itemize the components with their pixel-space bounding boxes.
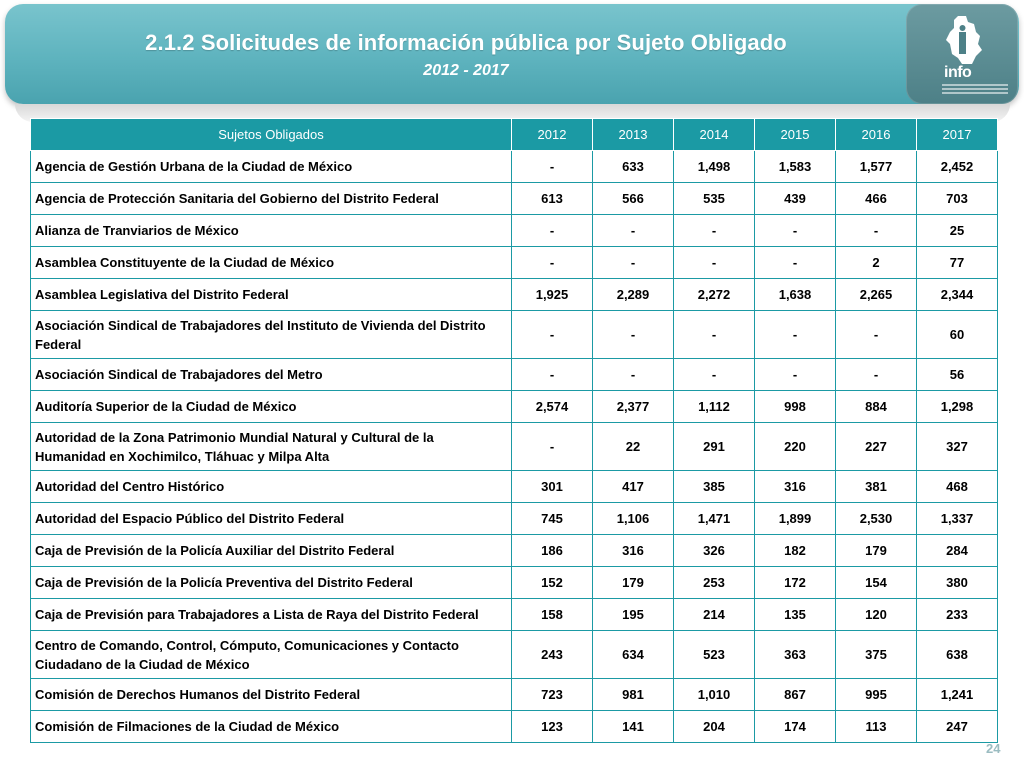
row-value-cell: - (512, 151, 593, 183)
row-value-cell: 214 (674, 599, 755, 631)
table-row (31, 215, 998, 247)
row-value-cell: - (755, 311, 836, 359)
column-header-year: 2014 (674, 119, 755, 151)
row-value-cell: 316 (755, 471, 836, 503)
row-value-cell: 174 (755, 711, 836, 743)
row-value-cell: 1,106 (593, 503, 674, 535)
row-value-cell: 327 (917, 423, 998, 471)
row-sujeto-name: Caja de Previsión de la Policía Preventiva del Distrito Federal (31, 567, 512, 599)
row-value-cell: 995 (836, 679, 917, 711)
row-value-cell: - (674, 311, 755, 359)
city-emblem-icon (944, 14, 984, 66)
row-sujeto-name: Caja de Previsión de la Policía Auxiliar del Distrito Federal (31, 535, 512, 567)
row-sujeto-name: Asamblea Constituyente de la Ciudad de México (31, 247, 512, 279)
column-header-year: 2012 (512, 119, 593, 151)
row-value-cell: - (674, 215, 755, 247)
table-row (31, 471, 998, 503)
row-value-cell: - (593, 359, 674, 391)
row-value-cell: 998 (755, 391, 836, 423)
infodf-logo (906, 4, 1018, 104)
table-row (31, 359, 998, 391)
row-sujeto-name: Centro de Comando, Control, Cómputo, Comunicaciones y Contacto Ciudadano de la Ciudad de México (31, 631, 512, 679)
row-value-cell: - (836, 215, 917, 247)
row-value-cell: - (836, 359, 917, 391)
row-value-cell: 884 (836, 391, 917, 423)
row-sujeto-name: Agencia de Gestión Urbana de la Ciudad de México (31, 151, 512, 183)
row-value-cell: 1,010 (674, 679, 755, 711)
table-row (31, 279, 998, 311)
row-value-cell: - (512, 215, 593, 247)
row-value-cell: 204 (674, 711, 755, 743)
row-value-cell: 154 (836, 567, 917, 599)
row-value-cell: 1,241 (917, 679, 998, 711)
row-sujeto-name: Asamblea Legislativa del Distrito Federal (31, 279, 512, 311)
row-value-cell: 381 (836, 471, 917, 503)
row-value-cell: 301 (512, 471, 593, 503)
row-sujeto-name: Auditoría Superior de la Ciudad de México (31, 391, 512, 423)
row-value-cell: 179 (593, 567, 674, 599)
logo-wordmark: info (944, 64, 972, 81)
row-value-cell: 120 (836, 599, 917, 631)
row-value-cell: - (674, 359, 755, 391)
row-value-cell: 2 (836, 247, 917, 279)
table-row (31, 599, 998, 631)
row-value-cell: - (755, 359, 836, 391)
row-value-cell: 2,452 (917, 151, 998, 183)
column-header-year: 2015 (755, 119, 836, 151)
row-value-cell: 77 (917, 247, 998, 279)
page-title: 2.1.2 Solicitudes de información pública por Sujeto Obligado (145, 30, 787, 55)
logo-fine-print (942, 84, 1008, 96)
row-value-cell: 634 (593, 631, 674, 679)
row-value-cell: 2,574 (512, 391, 593, 423)
row-value-cell: 2,344 (917, 279, 998, 311)
row-value-cell: - (512, 311, 593, 359)
table-row (31, 631, 998, 679)
row-sujeto-name: Comisión de Derechos Humanos del Distrito Federal (31, 679, 512, 711)
row-value-cell: - (755, 247, 836, 279)
row-value-cell: 2,272 (674, 279, 755, 311)
column-header-year: 2013 (593, 119, 674, 151)
row-value-cell: 56 (917, 359, 998, 391)
row-value-cell: 723 (512, 679, 593, 711)
row-value-cell: 253 (674, 567, 755, 599)
row-value-cell: 186 (512, 535, 593, 567)
row-value-cell: 291 (674, 423, 755, 471)
page-number: 24 (986, 741, 1001, 756)
row-value-cell: 385 (674, 471, 755, 503)
row-value-cell: - (512, 359, 593, 391)
row-sujeto-name: Alianza de Tranviarios de México (31, 215, 512, 247)
table-row (31, 183, 998, 215)
row-value-cell: 1,112 (674, 391, 755, 423)
table-header-row (31, 119, 998, 151)
row-value-cell: 363 (755, 631, 836, 679)
row-value-cell: 25 (917, 215, 998, 247)
row-value-cell: 152 (512, 567, 593, 599)
row-value-cell: 233 (917, 599, 998, 631)
row-value-cell: 867 (755, 679, 836, 711)
page-subtitle: 2012 - 2017 (423, 62, 509, 79)
row-value-cell: 123 (512, 711, 593, 743)
row-value-cell: 745 (512, 503, 593, 535)
column-header-sujetos: Sujetos Obligados (31, 119, 512, 151)
row-value-cell: 284 (917, 535, 998, 567)
row-value-cell: 613 (512, 183, 593, 215)
row-value-cell: 2,530 (836, 503, 917, 535)
row-value-cell: 468 (917, 471, 998, 503)
row-value-cell: 2,377 (593, 391, 674, 423)
row-sujeto-name: Autoridad del Espacio Público del Distrito Federal (31, 503, 512, 535)
row-value-cell: 113 (836, 711, 917, 743)
column-header-year: 2017 (917, 119, 998, 151)
row-value-cell: 141 (593, 711, 674, 743)
row-value-cell: 439 (755, 183, 836, 215)
row-sujeto-name: Agencia de Protección Sanitaria del Gobierno del Distrito Federal (31, 183, 512, 215)
row-value-cell: 22 (593, 423, 674, 471)
row-value-cell: 1,298 (917, 391, 998, 423)
row-value-cell: - (755, 215, 836, 247)
row-value-cell: 703 (917, 183, 998, 215)
table-row (31, 151, 998, 183)
row-value-cell: - (512, 423, 593, 471)
row-sujeto-name: Autoridad de la Zona Patrimonio Mundial Natural y Cultural de la Humanidad en Xochimilco, Tláhuac y Milpa Alta (31, 423, 512, 471)
row-value-cell: 633 (593, 151, 674, 183)
row-value-cell: 158 (512, 599, 593, 631)
table-row (31, 567, 998, 599)
row-value-cell: 220 (755, 423, 836, 471)
table-row (31, 311, 998, 359)
row-value-cell: 375 (836, 631, 917, 679)
row-value-cell: 172 (755, 567, 836, 599)
row-value-cell: - (593, 247, 674, 279)
row-value-cell: 195 (593, 599, 674, 631)
row-value-cell: - (674, 247, 755, 279)
row-value-cell: 1,471 (674, 503, 755, 535)
row-value-cell: 243 (512, 631, 593, 679)
row-value-cell: - (593, 311, 674, 359)
row-value-cell: 60 (917, 311, 998, 359)
row-value-cell: 135 (755, 599, 836, 631)
row-value-cell: 2,289 (593, 279, 674, 311)
table-row (31, 423, 998, 471)
row-sujeto-name: Asociación Sindical de Trabajadores del Instituto de Vivienda del Distrito Federal (31, 311, 512, 359)
row-value-cell: 227 (836, 423, 917, 471)
row-value-cell: 1,498 (674, 151, 755, 183)
row-value-cell: 316 (593, 535, 674, 567)
table-row (31, 391, 998, 423)
row-sujeto-name: Asociación Sindical de Trabajadores del Metro (31, 359, 512, 391)
row-value-cell: 182 (755, 535, 836, 567)
table-body (31, 151, 998, 743)
row-value-cell: 380 (917, 567, 998, 599)
row-value-cell: - (836, 311, 917, 359)
row-value-cell: 566 (593, 183, 674, 215)
table-row (31, 503, 998, 535)
table-row (31, 711, 998, 743)
row-value-cell: 1,899 (755, 503, 836, 535)
row-value-cell: 179 (836, 535, 917, 567)
row-value-cell: 535 (674, 183, 755, 215)
row-value-cell: 638 (917, 631, 998, 679)
row-value-cell: - (512, 247, 593, 279)
table-row (31, 679, 998, 711)
row-value-cell: 247 (917, 711, 998, 743)
row-value-cell: 2,265 (836, 279, 917, 311)
row-sujeto-name: Comisión de Filmaciones de la Ciudad de México (31, 711, 512, 743)
table-row (31, 247, 998, 279)
table-row (31, 535, 998, 567)
row-value-cell: 1,337 (917, 503, 998, 535)
row-value-cell: 417 (593, 471, 674, 503)
row-sujeto-name: Autoridad del Centro Histórico (31, 471, 512, 503)
row-value-cell: 326 (674, 535, 755, 567)
row-value-cell: 466 (836, 183, 917, 215)
row-value-cell: 523 (674, 631, 755, 679)
row-value-cell: 1,577 (836, 151, 917, 183)
row-value-cell: - (593, 215, 674, 247)
row-sujeto-name: Caja de Previsión para Trabajadores a Lista de Raya del Distrito Federal (31, 599, 512, 631)
row-value-cell: 1,925 (512, 279, 593, 311)
column-header-year: 2016 (836, 119, 917, 151)
row-value-cell: 981 (593, 679, 674, 711)
row-value-cell: 1,583 (755, 151, 836, 183)
solicitudes-table (30, 118, 998, 743)
row-value-cell: 1,638 (755, 279, 836, 311)
